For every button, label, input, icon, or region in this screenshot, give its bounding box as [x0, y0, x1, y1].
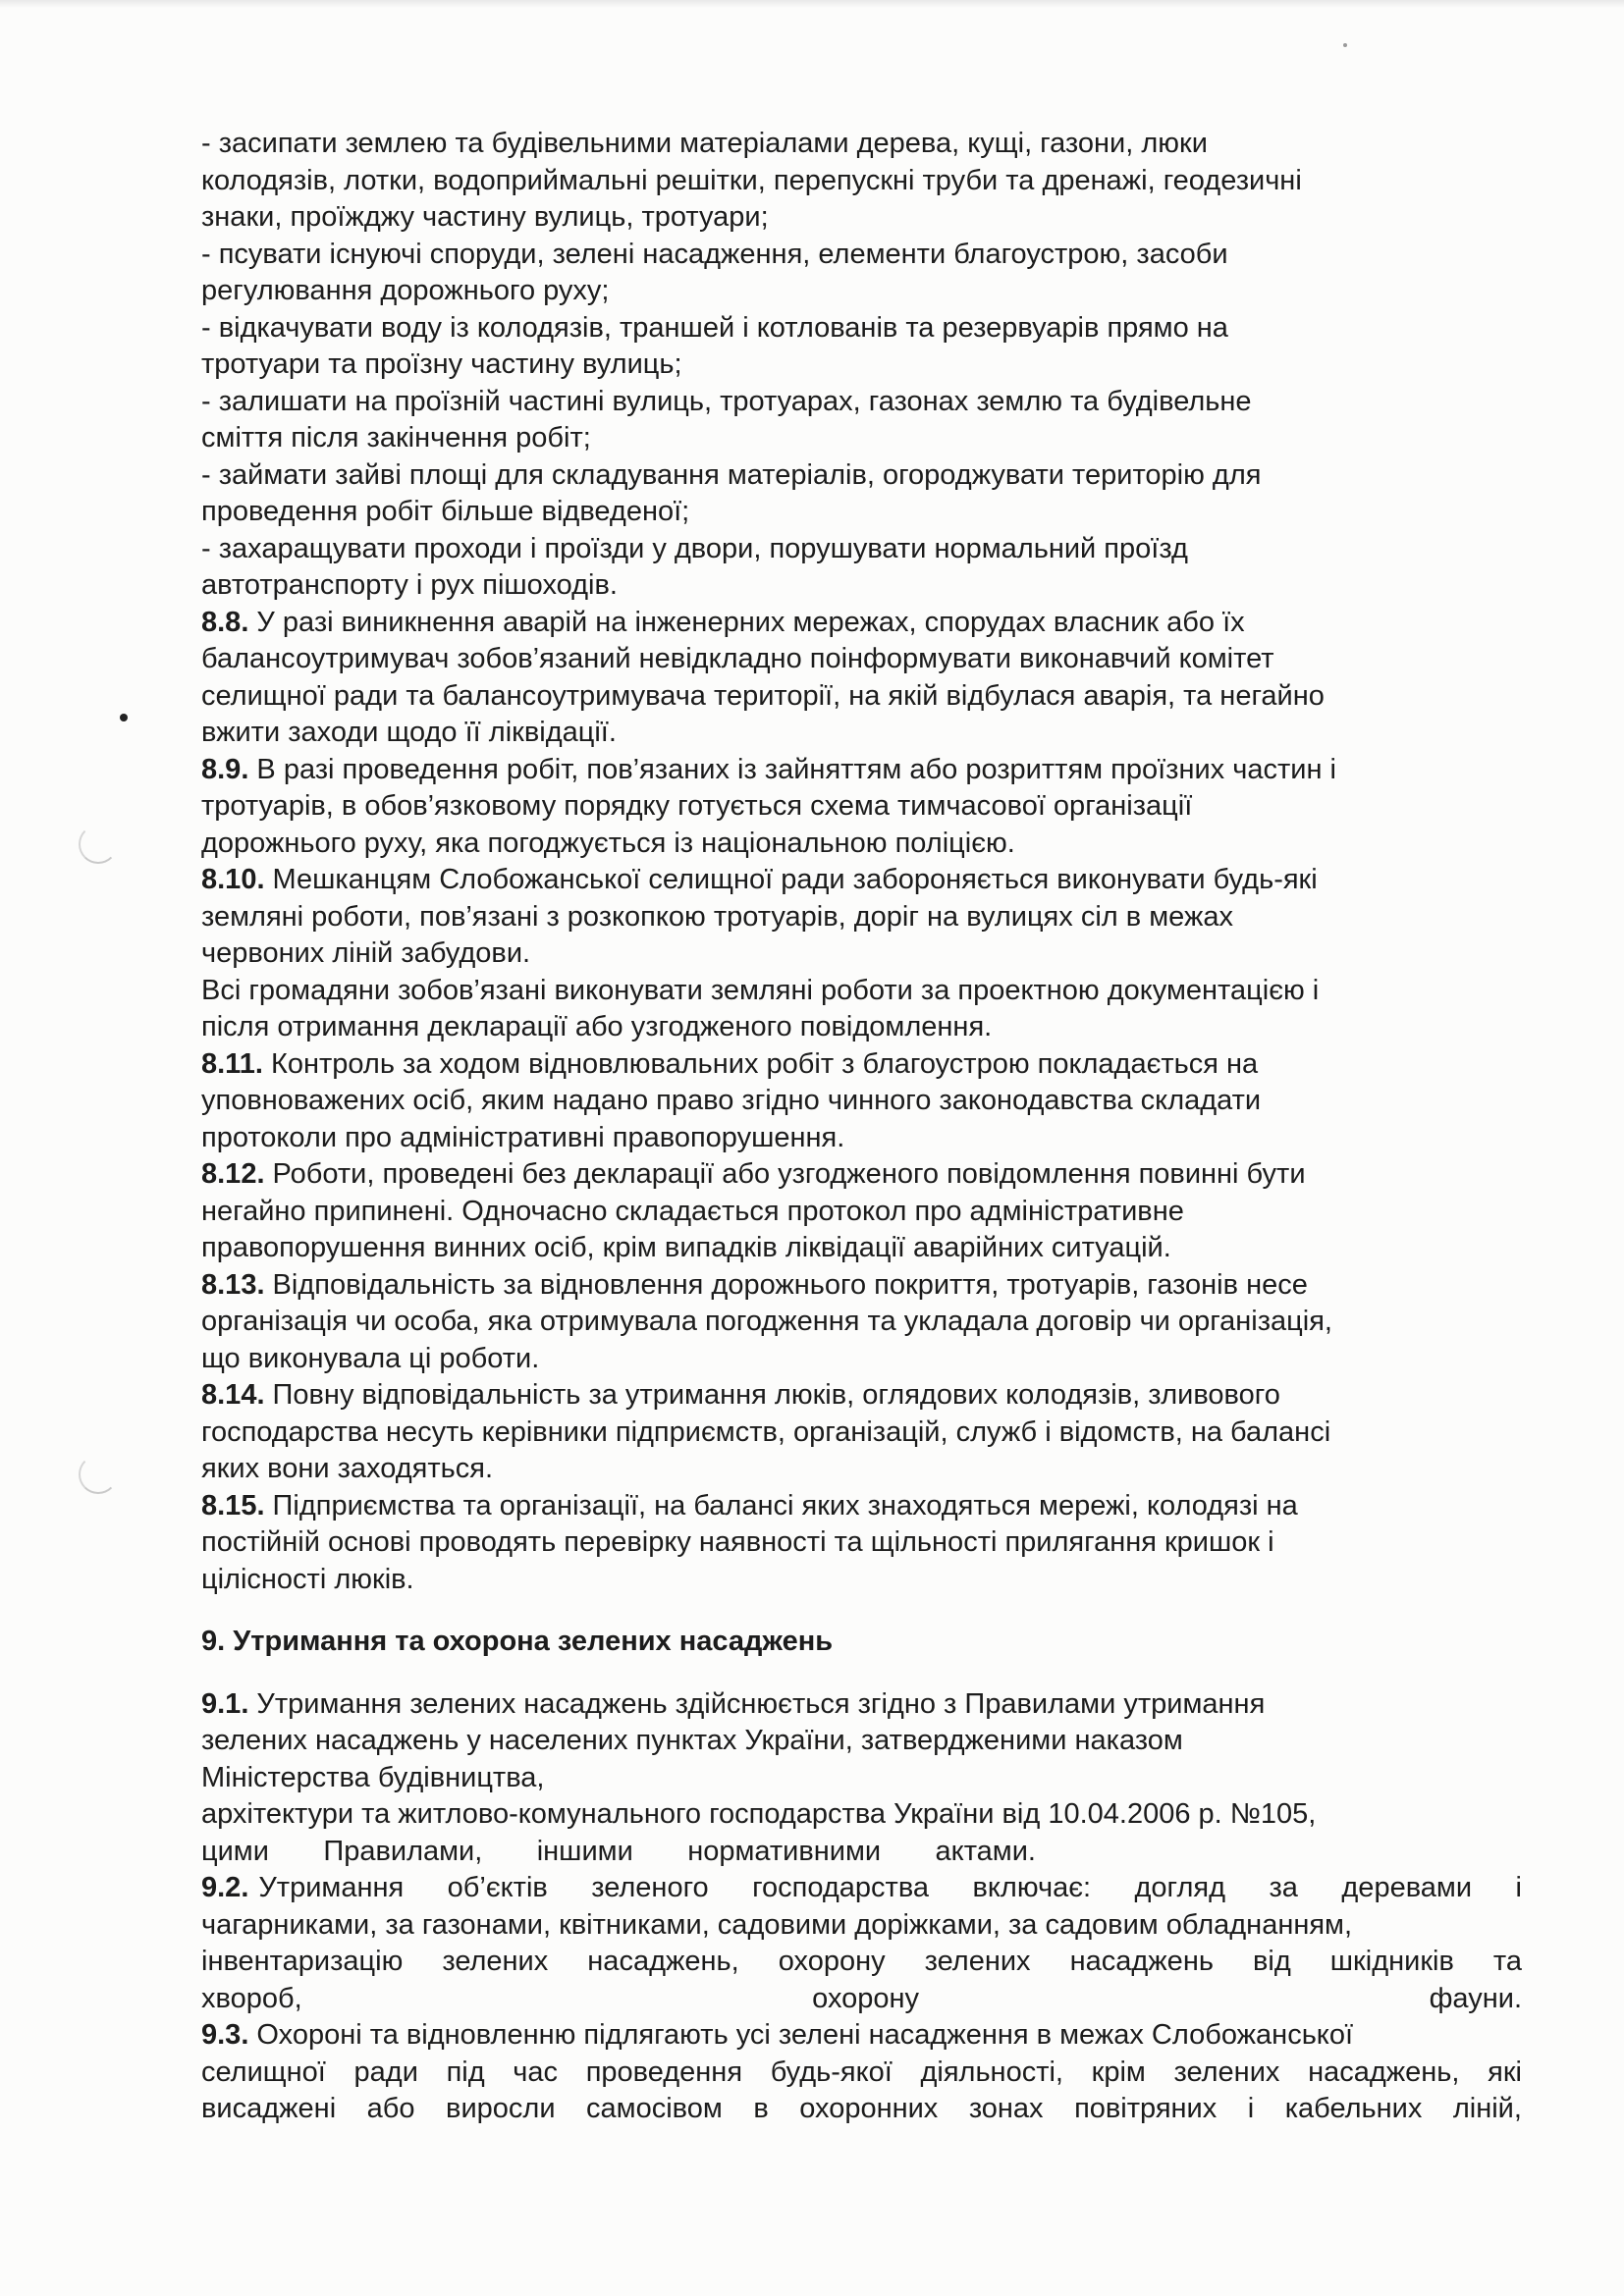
clause-text: селищної ради та балансоутримувача території, на якій відбулася аварія, та негайно — [201, 679, 1325, 712]
word: зеленого — [591, 1872, 709, 1903]
clause-8-8 — [201, 605, 1522, 752]
word: насаджень, — [587, 1946, 739, 1977]
clause-text: після отримання декларації або узгодженого повідомлення. — [201, 1011, 993, 1042]
clause-text: зелених насаджень у населених пунктах України, затвердженими наказом — [201, 1725, 1183, 1756]
clause-8-14 — [201, 1377, 1522, 1488]
clause-text: тротуарів, в обов’язковому порядку готується схема тимчасової організації — [201, 790, 1193, 822]
clause-text: Підприємства та організації, на балансі яких знаходяться мережі, колодязі на — [264, 1489, 1298, 1522]
word: які — [1488, 2056, 1522, 2088]
word: будь-якої — [770, 2056, 893, 2088]
clause-number: 9.1. — [201, 1687, 249, 1720]
word: хвороб, — [201, 1982, 302, 2014]
prohibition-list — [201, 126, 1522, 605]
word: та — [1492, 1946, 1522, 1977]
clause-8-12 — [201, 1156, 1522, 1267]
justified-line — [201, 1944, 1522, 1981]
clause-text: Контроль за ходом відновлювальних робіт з благоустрою покладається на — [262, 1047, 1259, 1080]
word: і — [1247, 2093, 1255, 2124]
clause-text: У разі виникнення аварій на інженерних мережах, спорудах власник або їх — [248, 606, 1245, 638]
word: шкідників — [1329, 1946, 1454, 1977]
clause-text: червоних ліній забудови. — [201, 937, 531, 969]
word: охорону — [778, 1946, 886, 1977]
word: фауни. — [1429, 1982, 1522, 2014]
word: деревами — [1341, 1872, 1473, 1903]
document-body — [201, 126, 1522, 2128]
word: цими — [201, 1835, 269, 1867]
clause-number: 8.9. — [201, 753, 249, 785]
clause-9-1 — [201, 1686, 1522, 1871]
clause-text: Охороні та відновленню підлягають усі зелені насадження в межах Слобожанської — [248, 2019, 1354, 2051]
word: самосівом — [586, 2093, 723, 2124]
clause-8-9 — [201, 752, 1522, 863]
clause-text: В разі проведення робіт, пов’язаних із зайняттям або розриттям проїзних частин і — [248, 753, 1336, 785]
clause-text: чагарниками, за газонами, квітниками, садовими доріжками, за садовим обладнанням, — [201, 1908, 1353, 1941]
clause-number: 8.13. — [201, 1268, 265, 1301]
clause-text: Повну відповідальність за утримання люків, оглядових колодязів, зливового — [264, 1379, 1280, 1411]
clause-text: Всі громадяни зобов’язані виконувати земляні роботи за проектною документацією і — [201, 974, 1320, 1006]
justified-line — [201, 2091, 1522, 2128]
word: повітряних — [1074, 2093, 1218, 2124]
word: і — [1515, 1872, 1522, 1903]
word: господарства — [752, 1872, 930, 1903]
list-line: - захаращувати проходи і проїзди у двори, порушувати нормальний проїзд — [201, 532, 1188, 564]
clause-text: негайно припинені. Одночасно складається протокол про адміністративне — [201, 1195, 1184, 1227]
punch-hole-arc-upper — [79, 825, 118, 864]
word: зелених — [924, 1946, 1031, 1977]
clause-9-2 — [201, 1870, 1522, 2017]
word: іншими — [536, 1835, 633, 1867]
justified-line — [201, 2055, 1522, 2092]
clause-text: правопорушення винних осіб, крім випадків ліквідації аварійних ситуацій. — [201, 1232, 1171, 1263]
word: селищної — [201, 2056, 326, 2088]
word: кабельних — [1284, 2093, 1423, 2124]
clause-8-11 — [201, 1046, 1522, 1157]
word: нормативними — [687, 1835, 882, 1867]
clause-number: 8.8. — [201, 606, 249, 638]
word: актами. — [935, 1835, 1036, 1867]
clause-8-10 — [201, 862, 1522, 1046]
word: об’єктів — [447, 1872, 548, 1903]
clause-text: господарства несуть керівники підприємств, організацій, служб і відомств, на балансі — [201, 1415, 1331, 1448]
list-line: проведення робіт більше відведеної; — [201, 496, 690, 527]
list-line: - відкачувати воду із колодязів, траншей і котлованів та резервуарів прямо на — [201, 311, 1228, 344]
word: від — [1252, 1946, 1291, 1977]
clause-text: Мешканцям Слобожанської селищної ради забороняється виконувати будь-які — [264, 864, 1318, 895]
clause-text: уповноважених осіб, яким надано право згідно чинного законодавства складати — [201, 1085, 1262, 1116]
word: Правилами, — [323, 1835, 483, 1867]
word: зелених — [442, 1946, 549, 1977]
clause-text: Міністерства будівництва, — [201, 1761, 545, 1793]
clause-text: що виконувала ці роботи. — [201, 1342, 540, 1374]
word: зонах — [968, 2093, 1044, 2124]
word: охорону — [812, 1982, 920, 2014]
word: ради — [353, 2056, 418, 2088]
word: охоронних — [799, 2093, 939, 2124]
word: догляд — [1134, 1872, 1226, 1903]
list-line: автотранспорту і рух пішоходів. — [201, 569, 618, 601]
word: за — [1269, 1872, 1298, 1903]
list-line: тротуари та проїзну частину вулиць; — [201, 348, 682, 380]
clause-text: яких вони заходяться. — [201, 1453, 493, 1484]
list-line: - засипати землею та будівельними матеріалами дерева, кущі, газони, люки — [201, 128, 1208, 159]
clause-number: 9.2. — [201, 1872, 249, 1903]
clause-text: цілісності люків. — [201, 1563, 414, 1595]
clause-text: архітектури та житлово-комунального господарства України від 10.04.2006 р. №105, — [201, 1798, 1317, 1830]
punch-mark-dot — [120, 714, 128, 721]
list-line: колодязів, лотки, водоприймальні решітки, перепускні труби та дренажі, геодезичні — [201, 164, 1302, 196]
clause-number: 8.14. — [201, 1379, 265, 1411]
clause-8-13 — [201, 1267, 1522, 1378]
clause-number: 8.12. — [201, 1158, 265, 1190]
list-line: знаки, проїжджу частину вулиць, тротуари; — [201, 201, 769, 233]
word: час — [513, 2056, 559, 2088]
clause-text: Роботи, проведені без декларації або узгодженого повідомлення повинні бути — [264, 1158, 1306, 1190]
punch-hole-arc-lower — [79, 1455, 118, 1494]
list-line: - залишати на проїзній частині вулиць, тротуарах, газонах землю та будівельне — [201, 385, 1252, 417]
word: під — [446, 2056, 485, 2088]
list-line: регулювання дорожнього руху; — [201, 275, 610, 306]
section-heading: 9. Утримання та охорона зелених насаджень — [201, 1626, 834, 1657]
justified-line — [258, 1870, 1522, 1907]
clause-text: організація чи особа, яка отримувала погодження та укладала договір чи організація, — [201, 1306, 1332, 1337]
justified-line — [201, 1981, 1522, 2018]
word: насаджень — [1069, 1946, 1214, 1977]
scan-top-edge — [0, 0, 1624, 8]
clause-number: 8.15. — [201, 1489, 265, 1522]
clause-text: Утримання зелених насаджень здійснюється згідно з Правилами утримання — [248, 1687, 1266, 1720]
clause-text: вжити заходи щодо її ліквідації. — [201, 717, 617, 748]
clause-number: 8.10. — [201, 864, 265, 895]
word: ліній, — [1452, 2093, 1522, 2124]
word: або — [366, 2093, 415, 2124]
list-line: - псувати існуючі споруди, зелені насадження, елементи благоустрою, засоби — [201, 238, 1228, 270]
word: зелених — [1173, 2056, 1280, 2088]
word: висаджені — [201, 2093, 337, 2124]
word: проведення — [585, 2056, 743, 2088]
word: крім — [1091, 2056, 1146, 2088]
clause-number: 9.3. — [201, 2019, 249, 2051]
list-line: - займати зайві площі для складування матеріалів, огороджувати територію для — [201, 458, 1262, 491]
word: включає: — [972, 1872, 1092, 1903]
word: насаджень, — [1308, 2056, 1460, 2088]
clause-text: постійній основі проводять перевірку наявності та щільності прилягання кришок і — [201, 1526, 1274, 1558]
word: Утримання — [258, 1872, 405, 1903]
clause-text: протоколи про адміністративні правопорушення. — [201, 1121, 845, 1153]
clause-text: земляні роботи, пов’язані з розкопкою тротуарів, доріг на вулицях сіл в межах — [201, 900, 1233, 933]
clause-text: дорожнього руху, яка погоджується із національною поліцією. — [201, 827, 1015, 859]
word: в — [753, 2093, 769, 2124]
clause-text: Відповідальність за відновлення дорожнього покриття, тротуарів, газонів несе — [264, 1268, 1308, 1301]
list-line: сміття після закінчення робіт; — [201, 422, 591, 454]
scan-speck — [1343, 43, 1347, 47]
word: діяльності, — [920, 2056, 1063, 2088]
clause-number: 8.11. — [201, 1047, 263, 1080]
clause-9-3 — [201, 2017, 1522, 2128]
clause-text: балансоутримувач зобов’язаний невідкладно поінформувати виконавчий комітет — [201, 643, 1274, 674]
word: інвентаризацію — [201, 1946, 404, 1977]
word: виросли — [446, 2093, 556, 2124]
clause-8-15 — [201, 1488, 1522, 1599]
justified-line — [201, 1834, 1036, 1871]
